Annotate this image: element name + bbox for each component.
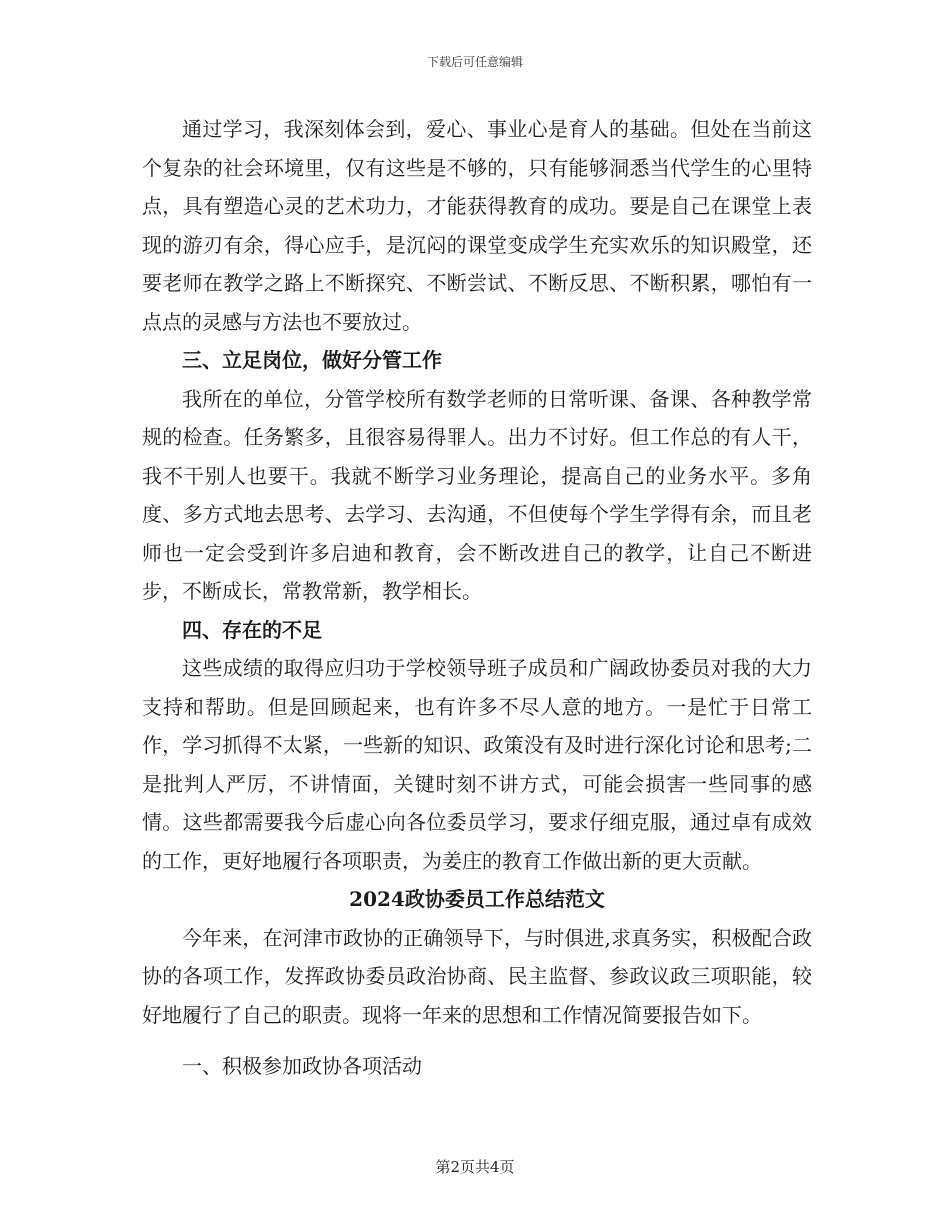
paragraph-duties: 我所在的单位，分管学校所有数学老师的日常听课、备课、各种教学常规的检查。任务繁多，且很容易得罪人。出力不讨好。但工作总的有人干，我不干别人也要干。我就不断学习业务理论，提高自己的业务水平。多角度、多方式地去思考、去学习、去沟通，不但使每个学生学得有余，而且老师也一定会受到许多启迪和教育，会不断改进自己的教学，让自己不断进步，不断成长，常教常新，教学相长。: [142, 386, 812, 603]
section-heading-4: 四、存在的不足: [182, 617, 322, 642]
document-title: 2024政协委员工作总结范文: [349, 887, 605, 911]
section-heading-1: 一、积极参加政协各项活动: [182, 1054, 422, 1078]
page-header: 下载后可任意编辑: [426, 55, 523, 69]
paragraph-learning: 通过学习，我深刻体会到，爱心、事业心是育人的基础。但处在当前这个复杂的社会环境里，仅有这些是不够的，只有能够洞悉当代学生的心里特点，具有塑造心灵的艺术功力，才能获得教育的成功。要是自己在课堂上表现的游刃有余，得心应手，是沉闷的课堂变成学生充实欢乐的知识殿堂，还要老师在教学之路上不断探究、不断尝试、不断反思、不断积累，哪怕有一点点的灵感与方法也不要放过。: [142, 117, 812, 334]
page-footer: 第2页共4页: [435, 1158, 515, 1176]
paragraph-shortcomings: 这些成绩的取得应归功于学校领导班子成员和广阔政协委员对我的大力支持和帮助。但是回顾起来，也有许多不尽人意的地方。一是忙于日常工作，学习抓得不太紧，一些新的知识、政策没有及时进行深化讨论和思考;二是批判人严厉，不讲情面，关键时刻不讲方式，可能会损害一些同事的感情。这些都需要我今后虚心向各位委员学习，要求仔细克服，通过卓有成效的工作，更好地履行各项职责，为姜庄的教育工作做出新的更大贡献。: [142, 656, 812, 873]
section-heading-3: 三、立足岗位，做好分管工作: [182, 348, 442, 372]
document-body: [142, 110, 812, 1090]
paragraph-intro: 今年来，在河津市政协的正确领导下，与时俱进,求真务实，积极配合政协的各项工作，发挥政协委员政治协商、民主监督、参政议政三项职能，较好地履行了自己的职责。现将一年来的思想和工作情况简要报告如下。: [142, 925, 812, 1027]
